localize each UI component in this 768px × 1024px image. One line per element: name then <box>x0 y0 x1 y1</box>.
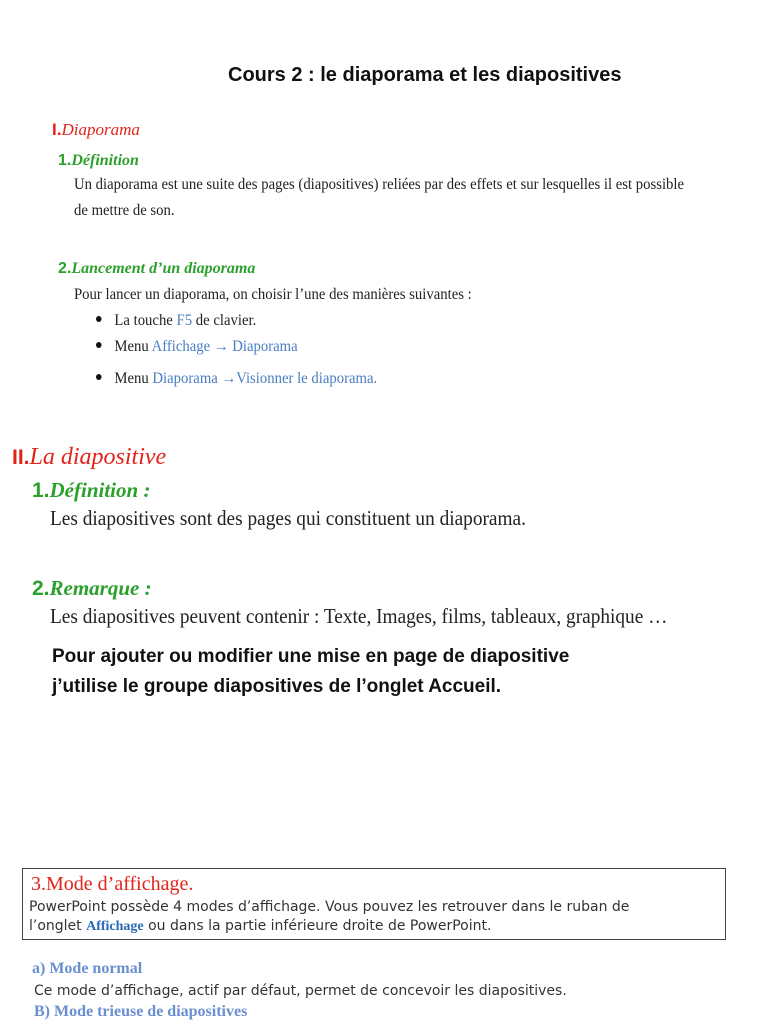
list-item-post: de clavier. <box>192 312 257 329</box>
bullet-icon <box>96 316 102 322</box>
display-mode-text-line1: PowerPoint possède 4 modes d’affichage. Vous pouvez les retrouver dans le ruban de <box>29 899 630 915</box>
subsection-number: 1. <box>58 152 72 169</box>
section-2-definition-heading <box>32 478 150 503</box>
display-mode-box <box>22 868 726 940</box>
subsection-label: Lancement d’un diaporama <box>71 260 256 277</box>
section-1-launch-heading <box>58 260 255 278</box>
launch-text: Pour lancer un diaporama, on choisir l’une des manières suivantes : <box>74 286 472 303</box>
mode-normal-text: Ce mode d’affichage, actif par défaut, permet de concevoir les diapositives. <box>34 983 567 999</box>
subsection-number: 2. <box>58 260 72 277</box>
list-item-pre: La touche <box>114 312 177 329</box>
note-line-2: j’utilise le groupe diapositives de l’onglet Accueil. <box>52 676 502 697</box>
list-item <box>96 312 256 330</box>
mode-normal-heading: a) Mode normal <box>32 960 143 977</box>
subsection-number: 1. <box>32 479 50 502</box>
affichage-tab-label: Affichage <box>86 919 144 934</box>
section-2-definition-text: Les diapositives sont des pages qui constituent un diaporama. <box>50 506 526 530</box>
definition-text-line2: de mettre de son. <box>74 202 175 219</box>
display-mode-heading: 3.Mode d’affichage. <box>31 873 194 895</box>
display-mode-text-line2 <box>29 918 491 935</box>
section-2-remark-text: Les diapositives peuvent contenir : Texte, Images, films, tableaux, graphique … <box>50 604 668 628</box>
definition-text-line1: Un diaporama est une suite des pages (diapositives) reliées par des effets et sur lesquelles il est possible <box>74 176 685 193</box>
list-item-pre: Menu <box>114 370 153 387</box>
bullet-icon <box>96 342 102 348</box>
section-1-title: Diaporama <box>61 120 140 139</box>
section-1-heading <box>52 120 140 140</box>
section-1-definition-heading <box>58 152 139 170</box>
subsection-label: Définition : <box>49 478 151 502</box>
bullet-icon <box>96 374 102 380</box>
page-title: Cours 2 : le diaporama et les diapositives <box>228 64 622 86</box>
list-item <box>96 370 377 388</box>
mode-trieuse-heading: B) Mode trieuse de diapositives <box>34 1003 248 1020</box>
list-item-highlight: F5 <box>176 312 193 329</box>
subsection-label: Remarque : <box>49 576 152 600</box>
list-item-highlight: Diaporama →Visionner le diaporama. <box>152 370 378 387</box>
section-2-heading <box>12 444 166 471</box>
section-2-title: La diapositive <box>29 444 167 470</box>
list-item-pre: Menu <box>114 338 152 355</box>
section-1-number: I. <box>52 120 62 139</box>
text-fragment: ou dans la partie inférieure droite de PowerPoint. <box>143 918 492 934</box>
list-item <box>96 338 298 356</box>
text-fragment: l’onglet <box>29 918 87 934</box>
subsection-number: 2. <box>32 577 50 600</box>
subsection-label: Définition <box>71 152 139 169</box>
section-2-remark-heading <box>32 576 152 601</box>
list-item-highlight: Affichage → Diaporama <box>151 338 298 355</box>
note-line-1: Pour ajouter ou modifier une mise en page de diapositive <box>52 646 570 667</box>
section-2-number: II. <box>12 446 30 469</box>
